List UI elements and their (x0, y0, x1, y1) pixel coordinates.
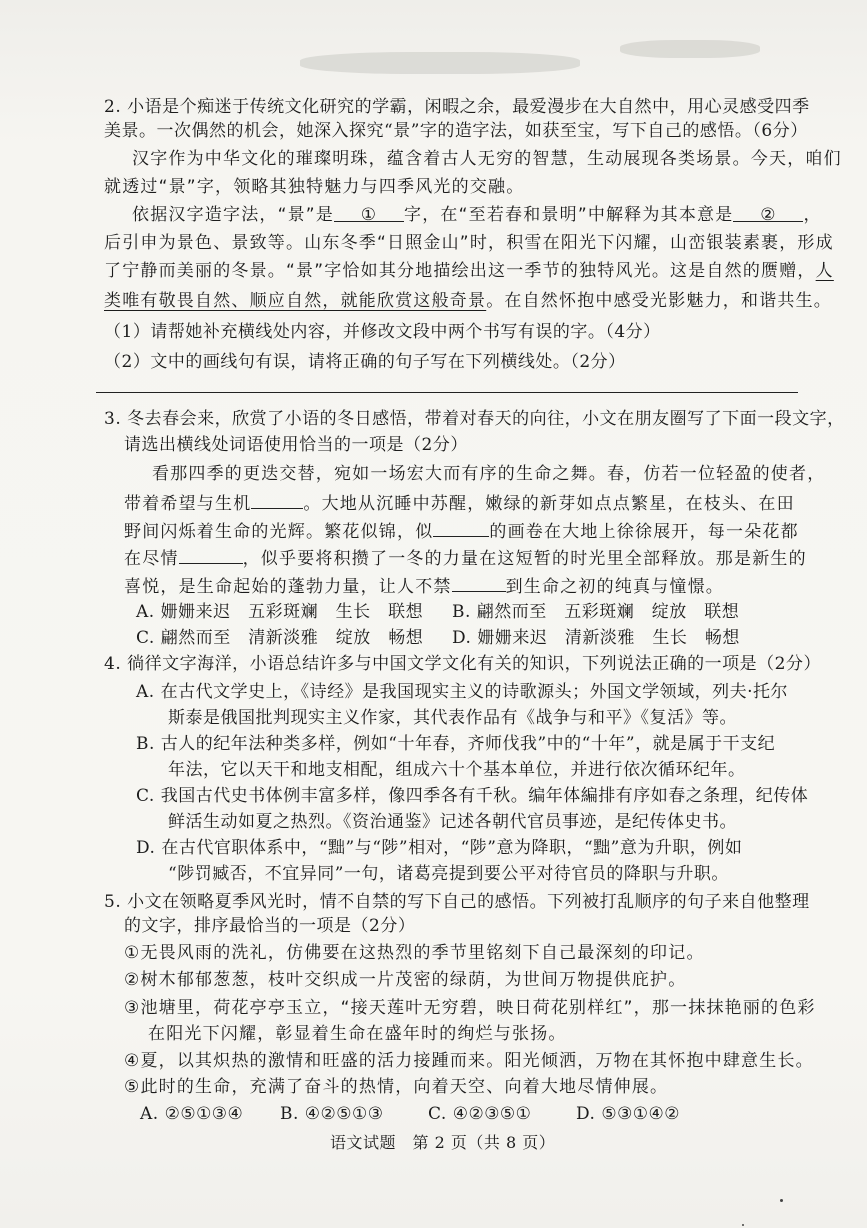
q4-option-a-line-2: 斯泰是俄国批判现实主义作家，其代表作品有《战争与和平》《复活》等。 (168, 708, 737, 728)
q3-passage-text: 在尽情 (124, 549, 179, 569)
q2-subquestion-2: （2）文中的画线句有误，请将正确的句子写在下列横线处。（2分） (104, 352, 626, 372)
q3-passage-line-3 (124, 520, 799, 542)
q3-passage-text: 喜悦，是生命起始的蓬勃力量，让人不禁 (124, 577, 452, 597)
q2-passage-text: 。在自然怀抱中感受光影魅力，和谐共生。 (486, 291, 833, 311)
blank-4[interactable] (452, 575, 506, 592)
q3-passage-line-2 (124, 492, 795, 514)
q3-passage-text: 野间闪烁着生命的光辉。繁花似锦，似 (124, 522, 434, 542)
q2-passage-line-3 (132, 205, 822, 225)
q3-passage-line-1: 看那四季的更迭交替，宛如一场宏大而有序的生命之舞。春，仿若一位轻盈的使者， (152, 464, 826, 484)
q2-passage-text: 字，在“至若春和景明”中解释为其本意是 (404, 205, 734, 225)
q5-stem-line-1: 5. 小文在领略夏季风光时，情不自禁的写下自己的感悟。下列被打乱顺序的句子来自他整理 (104, 892, 810, 912)
q2-intro-line-1: 2. 小语是个痴迷于传统文化研究的学霸，闲暇之余，最爱漫步在大自然中，用心灵感受四季 (104, 97, 810, 117)
q5-stem-line-2: 的文字，排序最恰当的一项是（2分） (124, 916, 416, 936)
q4-option-d-line-1[interactable]: D. 在古代官职体系中，“黜”与“陟”相对，“陟”意为降职，“黜”意为升职，例如 (136, 838, 743, 858)
q2-subquestion-1: （1）请帮她补充横线处内容，并修改文段中两个书写有误的字。（4分） (104, 322, 661, 342)
q5-sentence-1: ①无畏风雨的洗礼，仿佛要在这热烈的季节里铭刻下自己最深刻的印记。 (124, 943, 705, 963)
q2-passage-line-1: 汉字作为中华文化的璀璨明珠，蕴含着古人无穷的智慧，生动展现各类场景。今天，咱们 (132, 149, 842, 169)
q5-sentence-5: ⑤此时的生命，充满了奋斗的热情，向着天空、向着大地尽情伸展。 (124, 1077, 669, 1097)
q3-passage-text: 带着希望与生机 (124, 494, 252, 514)
blank-3[interactable] (179, 547, 243, 564)
q5-option-d[interactable]: D. ⑤③①④② (576, 1104, 681, 1124)
q3-stem-line-2: 请选出横线处词语使用恰当的一项是（2分） (124, 435, 468, 455)
q4-option-b-line-2: 年法，它以天干和地支相配，组成六十个基本单位，并进行依次循环纪年。 (168, 760, 746, 780)
underlined-sentence: 类唯有敬畏自然、顺应自然，就能欣赏这般奇景 (104, 291, 487, 311)
q4-option-c-line-2: 鲜活生动如夏之热烈。《资治通鉴》记述各朝代官员事迹，是纪传体史书。 (168, 812, 737, 832)
q3-passage-text: 。大地从沉睡中苏醒，嫩绿的新芽如点点繁星，在枝头、在田 (303, 494, 795, 514)
q5-sentence-3-line-1: ③池塘里，荷花亭亭玉立，“接天莲叶无穷碧，映日荷花别样红”，那一抹抹艳丽的色彩 (124, 998, 816, 1018)
q3-stem-line-1: 3. 冬去春会来，欣赏了小语的冬日感悟，带着对春天的向往，小文在朋友圈写了下面一段文字， (104, 409, 845, 429)
q3-passage-line-4 (124, 547, 807, 569)
scan-smudge (300, 52, 580, 74)
q2-passage-text: ， (803, 205, 822, 225)
q4-stem: 4. 徜徉文字海洋，小语总结许多与中国文学文化有关的知识，下列说法正确的一项是（2分） (104, 654, 821, 674)
blank-2[interactable] (433, 520, 489, 537)
q5-sentence-2: ②树木郁郁葱葱，枝叶交织成一片茂密的绿荫，为世间万物提供庇护。 (124, 970, 687, 990)
blank-1[interactable]: ① (334, 205, 404, 222)
q3-passage-line-5 (124, 575, 724, 597)
scan-smudge (620, 40, 760, 58)
q3-passage-text: 的画卷在大地上徐徐展开，每一朵花都 (489, 522, 799, 542)
scan-speck (780, 1199, 783, 1202)
q4-option-a-line-1[interactable]: A. 在古代文学史上，《诗经》是我国现实主义的诗歌源头；外国文学领域，列夫·托尔 (136, 682, 788, 702)
q5-option-c[interactable]: C. ④②③⑤① (428, 1104, 532, 1124)
blank-2[interactable]: ② (733, 205, 803, 222)
q3-passage-text: ，似乎要将积攒了一冬的力量在这短暂的时光里全部释放。那是新生的 (242, 549, 807, 569)
q2-passage-text: 了宁静而美丽的冬景。“景”字恰如其分地描绘出这一季节的独特风光。这是自然的赝赠， (104, 261, 816, 281)
q3-option-c[interactable]: C. 翩然而至 清新淡雅 绽放 畅想 (136, 628, 424, 648)
q2-passage-text: 依据汉字造字法，“景”是 (132, 205, 335, 225)
q4-option-b-line-1[interactable]: B. 古人的纪年法种类多样，例如“十年春，齐师伐我”中的“十年”，就是属于干支纪 (136, 734, 776, 754)
q2-passage-line-5 (104, 261, 834, 281)
scan-speck (742, 1224, 744, 1226)
q2-passage-line-6 (104, 291, 832, 311)
q2-intro-line-2: 美景。一次偶然的机会，她深入探究“景”字的造字法，如获至宝，写下自己的感悟。（6分） (104, 121, 808, 141)
q3-passage-text: 到生命之初的纯真与憧憬。 (505, 577, 725, 597)
q2-passage-line-4: 后引申为景色、景致等。山东冬季“日照金山”时，积雪在阳光下闪耀，山峦银装素裹，形成 (104, 233, 834, 253)
blank-1[interactable] (251, 492, 303, 509)
q3-option-d[interactable]: D. 姗姗来迟 清新淡雅 生长 畅想 (452, 628, 740, 648)
q3-option-a[interactable]: A. 姗姗来迟 五彩斑斓 生长 联想 (136, 602, 424, 622)
q4-option-c-line-1[interactable]: C. 我国古代史书体例丰富多样，像四季各有千秋。编年体編排有序如春之条理，纪传体 (136, 786, 809, 806)
q4-option-d-line-2: “陟罚臧否，不宜异同”一句，诸葛亮提到要公平对待官员的降职与升职。 (168, 864, 729, 884)
answer-line[interactable] (96, 392, 798, 393)
q2-passage-line-2: 就透过“景”字，领略其独特魅力与四季风光的交融。 (104, 177, 525, 197)
q3-option-b[interactable]: B. 翩然而至 五彩斑斓 绽放 联想 (452, 602, 740, 622)
q5-sentence-3-line-2: 在阳光下闪耀，彰显着生命在盛年时的绚烂与张扬。 (148, 1024, 567, 1044)
underlined-sentence: 人 (815, 261, 834, 281)
q5-option-b[interactable]: B. ④②⑤①③ (280, 1104, 384, 1124)
page-footer: 语文试题 第 2 页（共 8 页） (330, 1133, 556, 1152)
q5-option-a[interactable]: A. ②⑤①③④ (140, 1104, 244, 1124)
q5-sentence-4: ④夏，以其炽热的激情和旺盛的活力接踵而来。阳光倾洒，万物在其怀抱中肆意生长。 (124, 1051, 814, 1071)
